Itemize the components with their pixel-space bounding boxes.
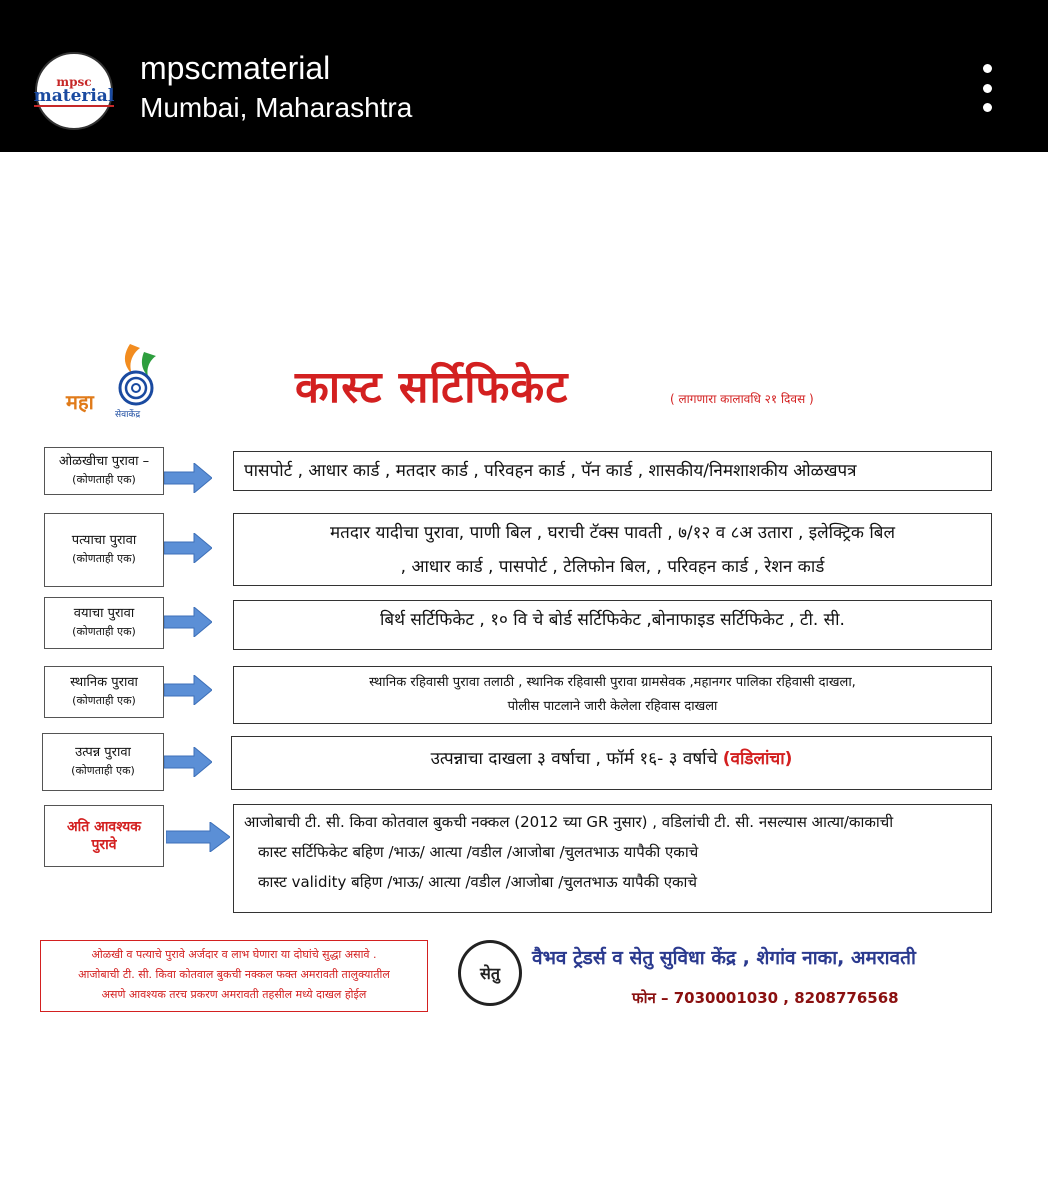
logo-text: महा — [66, 390, 94, 414]
note-line: ओळखी व पत्याचे पुरावे अर्जदार व लाभ घेणारा या दोघांचे सुद्धा असावे . — [91, 948, 377, 961]
residence-proof-list — [233, 666, 992, 724]
content-line: , आधार कार्ड , पासपोर्ट , टेलिफोन बिल, , परिवहन कार्ड , रेशन कार्ड — [400, 557, 825, 577]
arrow-right-icon — [164, 463, 212, 493]
more-options-icon[interactable] — [972, 64, 1002, 112]
highlight-text: (वडिलांचा) — [722, 749, 793, 769]
label-title: वयाचा पुरावा — [73, 606, 135, 621]
arrow-right-icon — [164, 747, 212, 777]
content-line: मतदार यादीचा पुरावा, पाणी बिल , घराची टॅक्स पावती , ७/१२ व ८अ उतारा , इलेक्ट्रिक बिल — [330, 523, 895, 543]
arrow-right-icon — [164, 675, 212, 705]
post-header — [0, 0, 1048, 152]
content-line: पासपोर्ट , आधार कार्ड , मतदार कार्ड , परिवहन कार्ड , पॅन कार्ड , शासकीय/निमशाशकीय ओळखपत्र — [244, 461, 857, 481]
label-address-proof — [44, 513, 164, 587]
seal-text: सेतु — [480, 964, 500, 983]
content-line: पोलीस पाटलाने जारी केलेला रहिवास दाखला — [507, 699, 718, 714]
arrow-right-icon — [164, 607, 212, 637]
shop-name: वैभव ट्रेडर्स व सेतु सुविधा केंद्र , शेगांव नाका, अमरावती — [532, 947, 916, 969]
content-line: बिर्थ सर्टिफिकेट , १० वि चे बोर्ड सर्टिफिकेट ,बोनाफाइड सर्टिफिकेट , टी. सी. — [380, 610, 845, 630]
label-identity-proof — [44, 447, 164, 495]
label-subtitle: (कोणताही एक) — [72, 625, 136, 638]
label-title: अति आवश्यक — [66, 819, 142, 835]
setu-seal-icon — [458, 940, 522, 1006]
avatar-text-top: mpsc — [56, 74, 92, 89]
identity-proof-list — [233, 451, 992, 491]
label-subtitle: (कोणताही एक) — [72, 694, 136, 707]
label-subtitle: (कोणताही एक) — [72, 552, 136, 565]
content-line: कास्ट सर्टिफिकेट बहिण /भाऊ/ आत्या /वडील /आजोबा /चुलतभाऊ यापैकी एकाचे — [258, 843, 699, 861]
arrow-right-icon — [166, 822, 230, 852]
note-line: आजोबाची टी. सी. किवा कोतवाल बुकची नक्कल फक्त अमरावती तालुक्यातील — [78, 968, 390, 981]
logo-subtext: सेवाकेंद्र — [115, 410, 141, 420]
duration-note: ( लागणारा कालावधि २१ दिवस ) — [670, 392, 814, 406]
label-title: स्थानिक पुरावा — [70, 675, 138, 690]
content-line: कास्ट validity बहिण /भाऊ/ आत्या /वडील /आजोबा /चुलतभाऊ यापैकी एकाचे — [258, 873, 697, 891]
content-line — [232, 739, 991, 779]
phone-numbers: फोन – 7030001030 , 8208776568 — [632, 989, 899, 1007]
label-title: ओळखीचा पुरावा – — [58, 454, 150, 469]
arrow-right-icon — [164, 533, 212, 563]
label-residence-proof — [44, 666, 164, 718]
label-essential-proof — [44, 805, 164, 867]
label-age-proof — [44, 597, 164, 649]
content-text: उत्पन्नाचा दाखला ३ वर्षाचा , फॉर्म १६- ३ वर्षाचे — [430, 749, 718, 769]
label-subtitle: (कोणताही एक) — [72, 473, 136, 486]
label-title: उत्पन्न पुरावा — [75, 745, 131, 760]
age-proof-list — [233, 600, 992, 650]
location-link[interactable]: Mumbai, Maharashtra — [140, 92, 413, 123]
poster-title: कास्ट सर्टिफिकेट — [295, 362, 569, 413]
content-line: स्थानिक रहिवासी पुरावा तलाठी , स्थानिक रहिवासी पुरावा ग्रामसेवक ,महानगर पालिका रहिवासी दाखला, — [369, 675, 856, 690]
content-line: आजोबाची टी. सी. किवा कोतवाल बुकची नक्कल (2012 च्या GR नुसार) , वडिलांची टी. सी. नसल्यास आत्या/काकाची — [244, 813, 894, 831]
note-line: असणे आवश्यक तरच प्रकरण अमरावती तहसील मध्ये दाखल होईल — [101, 988, 367, 1001]
label-title: पत्याचा पुरावा — [71, 533, 137, 548]
label-subtitle: (कोणताही एक) — [71, 764, 135, 777]
label-subtitle: पुरावे — [91, 837, 117, 853]
profile-avatar[interactable] — [35, 52, 113, 130]
essential-proof-list — [233, 804, 992, 913]
income-proof-list — [231, 736, 992, 790]
avatar-text-bottom: material — [33, 85, 115, 106]
label-income-proof — [42, 733, 164, 791]
username-link[interactable]: mpscmaterial — [140, 50, 331, 86]
address-proof-list — [233, 513, 992, 586]
note-box — [40, 940, 428, 1012]
